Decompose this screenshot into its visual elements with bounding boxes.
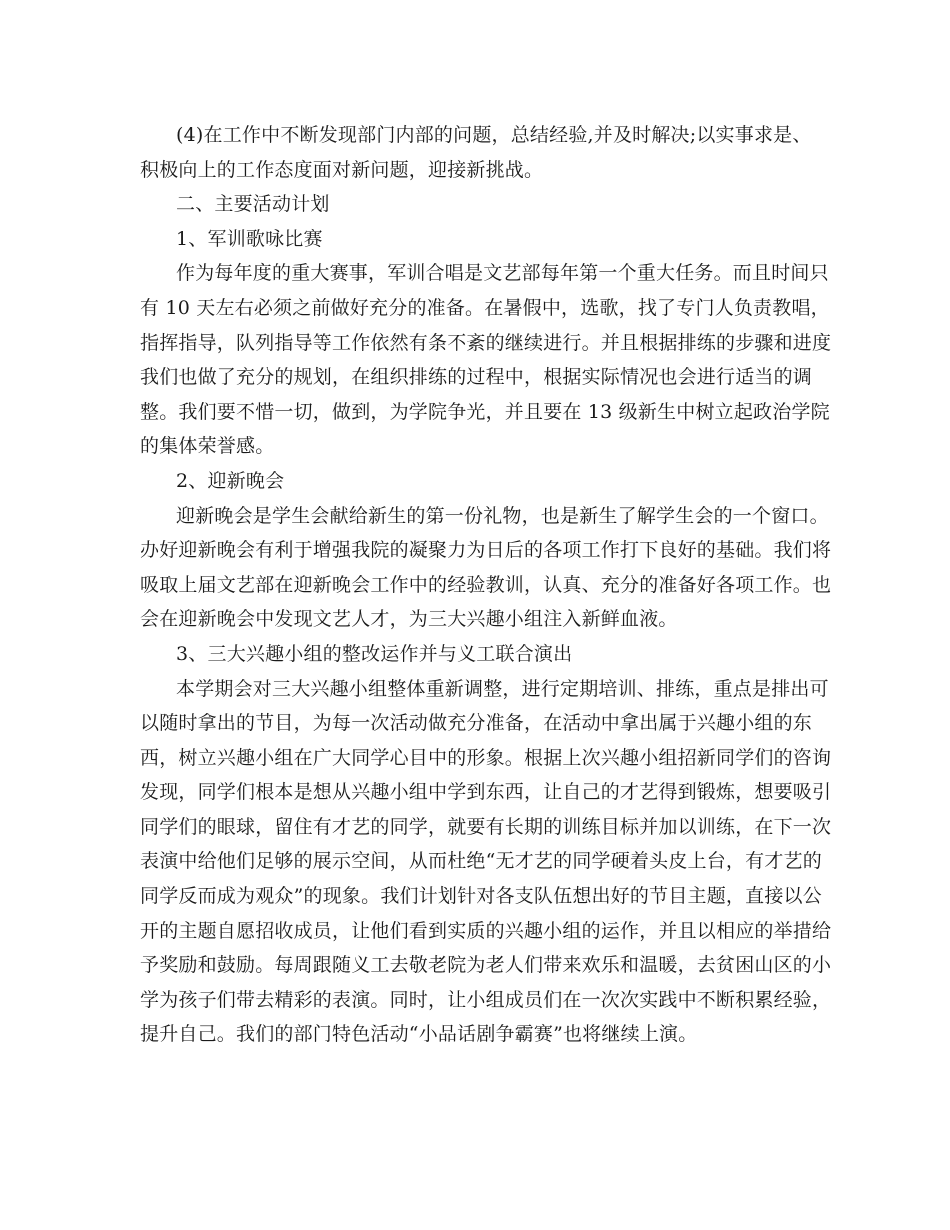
- text-line: 迎新晚会是学生会献给新生的第一份礼物，也是新生了解学生会的一个窗口。: [176, 504, 829, 527]
- text-line: 作为每年度的重大赛事，军训合唱是文艺部每年第一个重大任务。而且时间只: [176, 262, 829, 285]
- text-line: 积极向上的工作态度面对新问题，迎接新挑战。: [140, 158, 544, 181]
- text-line: (4)在工作中不断发现部门内部的问题，总结经验,并及时解决;以实事求是、: [176, 124, 812, 146]
- section-heading: 二、主要活动计划: [176, 193, 330, 216]
- text-line: 开的主题自愿招收成员，让他们看到实质的兴趣小组的运作，并且以相应的举措给: [140, 919, 832, 942]
- subsection-heading: 2、迎新晚会: [176, 469, 285, 492]
- text-line: 有 10 天左右必须之前做好充分的准备。在暑假中，选歌，找了专门人负责教唱，: [140, 296, 830, 319]
- text-line: 指挥指导，队列指导等工作依然有条不紊的继续进行。并且根据排练的步骤和进度: [140, 331, 832, 354]
- text-line: 同学反而成为观众”的现象。我们计划针对各支队伍想出好的节目主题，直接以公: [140, 885, 822, 908]
- text-line: 我们也做了充分的规划，在组织排练的过程中，根据实际情况也会进行适当的调: [140, 366, 813, 389]
- text-line: 西，树立兴趣小组在广大同学心目中的形象。根据上次兴趣小组招新同学们的咨询: [140, 746, 832, 769]
- text-line: 提升自己。我们的部门特色活动“小品话剧争霸赛”也将继续上演。: [140, 1023, 698, 1046]
- text-line: 予奖励和鼓励。每周跟随义工去敬老院为老人们带来欢乐和温暖，去贫困山区的小: [140, 954, 832, 977]
- text-line: 整。我们要不惜一切，做到，为学院争光，并且要在 13 级新生中树立起政治学院: [140, 400, 830, 423]
- subsection-heading: 3、三大兴趣小组的整改运作并与义工联合演出: [176, 642, 573, 665]
- subsection-heading: 1、军训歌咏比赛: [176, 227, 323, 250]
- text-line: 本学期会对三大兴趣小组整体重新调整，进行定期培训、排练，重点是排出可: [176, 677, 829, 700]
- text-line: 吸取上届文艺部在迎新晚会工作中的经验教训，认真、充分的准备好各项工作。也: [140, 573, 832, 596]
- text-line: 发现，同学们根本是想从兴趣小组中学到东西，让自己的才艺得到锻炼，想要吸引: [140, 781, 832, 804]
- text-line: 的集体荣誉感。: [140, 435, 275, 458]
- document-body: [140, 118, 832, 1052]
- text-line: 同学们的眼球，留住有才艺的同学，就要有长期的训练目标并加以训练，在下一次: [140, 815, 832, 838]
- text-line: 会在迎新晚会中发现文艺人才，为三大兴趣小组注入新鲜血液。: [140, 608, 678, 631]
- text-line: 办好迎新晚会有利于增强我院的凝聚力为日后的各项工作打下良好的基础。我们将: [140, 539, 832, 562]
- text-line: 学为孩子们带去精彩的表演。同时，让小组成员们在一次次实践中不断积累经验，: [140, 988, 832, 1011]
- text-line: 表演中给他们足够的展示空间，从而杜绝“无才艺的同学硬着头皮上台，有才艺的: [140, 850, 822, 873]
- text-line: 以随时拿出的节目，为每一次活动做充分准备，在活动中拿出属于兴趣小组的东: [140, 712, 813, 735]
